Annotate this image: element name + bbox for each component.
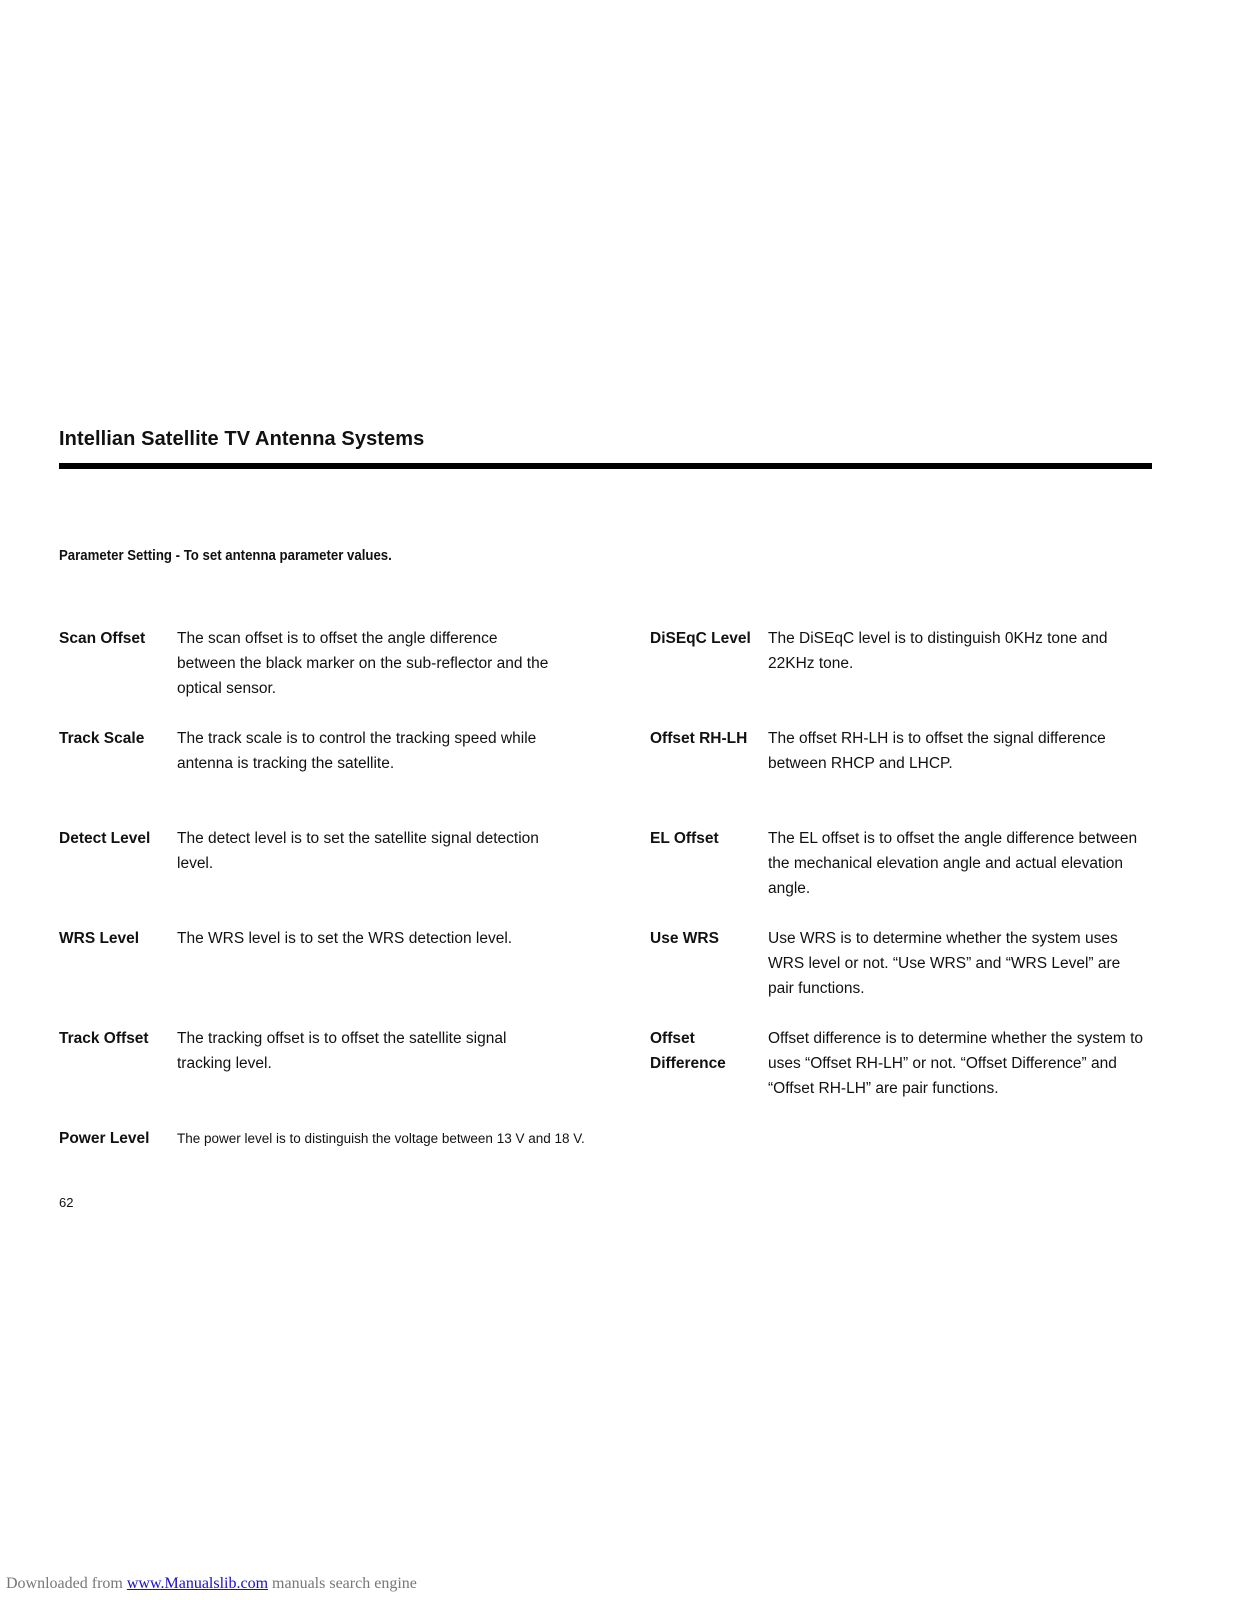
param-description: The EL offset is to offset the angle difference between the mechanical elevation angle and actual elevation angle. [768,830,1138,897]
param-description: The offset RH-LH is to offset the signal difference between RHCP and LHCP. [768,730,1106,772]
param-description: Offset difference is to determine whether the system to uses “Offset RH-LH” or not. “Offset Difference” and “Offset RH-LH” are pair functions. [768,1030,1144,1097]
header-divider [59,463,1152,469]
param-term: WRS Level [59,930,140,947]
download-footer [6,1575,417,1593]
param-term: Track Offset [59,1030,149,1047]
param-term: Track Scale [59,730,145,747]
param-description: Use WRS is to determine whether the system uses WRS level or not. “Use WRS” and “WRS Level” are pair functions. [768,930,1121,997]
param-term: Offset Difference [650,1030,726,1072]
param-term: Power Level [59,1130,150,1147]
param-term: Scan Offset [59,630,146,647]
param-term: Offset RH-LH [650,730,748,747]
param-term: DiSEqC Level [650,630,751,647]
param-description: The DiSEqC level is to distinguish 0KHz tone and 22KHz tone. [768,630,1108,672]
manualslib-link[interactable]: www.Manualslib.com [126,1575,269,1592]
footer-prefix: Downloaded from [6,1575,127,1592]
param-term: Use WRS [650,930,719,947]
page-header-title: Intellian Satellite TV Antenna Systems [59,428,425,450]
page-number: 62 [59,1195,74,1210]
param-description: The power level is to distinguish the voltage between 13 V and 18 V. [177,1131,585,1146]
footer-suffix: manuals search engine [268,1575,417,1592]
section-title: Parameter Setting - To set antenna parameter values. [59,547,392,564]
param-term: EL Offset [650,830,719,847]
param-description: The track scale is to control the tracking speed while antenna is tracking the satellite. [177,730,537,772]
param-description: The detect level is to set the satellite signal detection level. [177,830,539,872]
param-description: The WRS level is to set the WRS detection level. [177,930,513,947]
param-description: The scan offset is to offset the angle difference between the black marker on the sub-reflector and the optical sensor. [177,630,549,697]
param-description: The tracking offset is to offset the satellite signal tracking level. [177,1030,507,1072]
param-term: Detect Level [59,830,151,847]
